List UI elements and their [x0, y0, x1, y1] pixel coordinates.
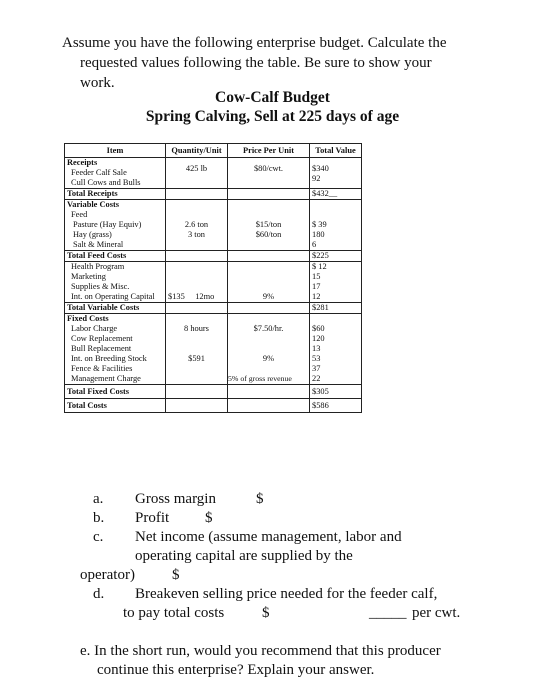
row-label: Hay (grass): [73, 230, 112, 239]
question-c-letter: c.: [93, 529, 104, 545]
receipts-heading: Receipts: [67, 158, 98, 167]
table-row: [65, 303, 362, 314]
total-value: 22: [312, 374, 321, 383]
header-price: Price Per Unit: [228, 144, 310, 158]
total-value: 15: [312, 272, 321, 281]
budget-table: [64, 143, 362, 413]
row-label: Supplies & Misc.: [71, 282, 130, 291]
row-label: Salt & Mineral: [73, 240, 124, 249]
row-label: Total Fixed Costs: [65, 385, 166, 399]
question-e-text: e. In the short run, would you recommend that this producer: [80, 643, 441, 659]
table-header-row: [65, 144, 362, 158]
total-value: 53: [312, 354, 321, 363]
row-label: Int. on Breeding Stock: [71, 354, 147, 363]
price-value: $60/ton: [255, 230, 282, 239]
total-value: $60: [312, 324, 325, 333]
question-e-text: continue this enterprise? Explain your answer.: [97, 662, 375, 678]
price-value: $80/cwt.: [253, 164, 284, 173]
variable-costs-heading: Variable Costs: [67, 200, 120, 209]
total-value: 180: [312, 230, 325, 239]
total-value: $ 39: [312, 220, 327, 229]
price-value: $15/ton: [255, 220, 282, 229]
row-label: Health Program: [71, 262, 125, 271]
total-value: $ 12: [312, 262, 327, 271]
total-value: 12: [312, 292, 321, 301]
header-item: Item: [65, 144, 166, 158]
total-value: 120: [312, 334, 325, 343]
total-value: $586: [310, 399, 362, 413]
quantity-value: 3 ton: [188, 230, 205, 239]
table-row: [65, 251, 362, 262]
instructions-line: requested values following the table. Be sure to show your: [80, 55, 432, 71]
row-label: Marketing: [71, 272, 106, 281]
total-value: 37: [312, 364, 321, 373]
table-row: [65, 399, 362, 413]
row-label: Fence & Facilities: [71, 364, 133, 373]
total-value: 92: [312, 174, 321, 183]
row-label: Total Feed Costs: [65, 251, 166, 262]
total-value: $340: [312, 164, 329, 173]
row-label: Feed: [71, 210, 88, 219]
price-value: $7.50/hr.: [253, 324, 284, 333]
total-value: $281: [310, 303, 362, 314]
question-b-text: Profit: [135, 510, 170, 526]
question-c-text: operating capital are supplied by the: [135, 548, 353, 564]
question-d-dollar: $: [262, 605, 270, 621]
question-a-text: Gross margin: [135, 491, 216, 507]
table-row: [65, 200, 362, 251]
question-d-unit: per cwt.: [412, 605, 461, 621]
budget-subtitle: Spring Calving, Sell at 225 days of age: [145, 108, 400, 125]
question-d-blank: _____: [369, 605, 407, 621]
table-row: [65, 189, 362, 200]
instructions-line: Assume you have the following enterprise budget. Calculate the: [62, 35, 447, 51]
row-label: Bull Replacement: [71, 344, 132, 353]
question-c-text: Net income (assume management, labor and: [135, 529, 402, 545]
row-label: Cull Cows and Bulls: [71, 178, 141, 187]
price-value: 5% of gross revenue: [228, 374, 292, 383]
table-row: [65, 385, 362, 399]
budget-title: Cow-Calf Budget: [215, 89, 330, 106]
capital-term: 12mo: [195, 292, 215, 301]
capital-amount: $135: [168, 292, 185, 301]
instructions-line: work.: [80, 75, 115, 91]
row-label: Feeder Calf Sale: [71, 168, 127, 177]
row-label: Cow Replacement: [71, 334, 133, 343]
row-label: Management Charge: [71, 374, 141, 383]
question-d-letter: d.: [93, 586, 105, 602]
row-label: Total Variable Costs: [65, 303, 166, 314]
row-label: Labor Charge: [71, 324, 118, 333]
header-total: Total Value: [310, 144, 362, 158]
header-quantity: Quantity/Unit: [166, 144, 228, 158]
question-a-dollar: $: [256, 491, 264, 507]
total-value: 13: [312, 344, 321, 353]
row-label: Int. on Operating Capital: [71, 292, 155, 301]
row-label: Total Costs: [65, 399, 166, 413]
instructions: [62, 33, 502, 93]
total-value: 17: [312, 282, 321, 291]
price-value: 9%: [262, 354, 275, 363]
question-c-dollar: $: [172, 567, 180, 583]
question-b-dollar: $: [205, 510, 213, 526]
total-value: $432__: [310, 189, 362, 200]
question-d-text: Breakeven selling price needed for the feeder calf,: [135, 586, 438, 602]
row-label: Pasture (Hay Equiv): [73, 220, 142, 229]
price-value: 9%: [262, 292, 275, 301]
total-value: $305: [310, 385, 362, 399]
table-row: [65, 314, 362, 385]
quantity-value: 2.6 ton: [184, 220, 209, 229]
total-value: 6: [312, 240, 317, 249]
fixed-costs-heading: Fixed Costs: [67, 314, 109, 323]
table-row: [65, 262, 362, 303]
table-row: [65, 158, 362, 189]
question-a-letter: a.: [93, 491, 104, 507]
quantity-value: 8 hours: [184, 324, 209, 333]
quantity-value: $591: [188, 354, 205, 363]
total-value: $225: [310, 251, 362, 262]
question-c-text: operator): [80, 567, 135, 583]
question-b-letter: b.: [93, 510, 105, 526]
quantity-value: 425 lb: [185, 164, 208, 173]
question-d-text: to pay total costs: [123, 605, 225, 621]
row-label: Total Receipts: [65, 189, 166, 200]
